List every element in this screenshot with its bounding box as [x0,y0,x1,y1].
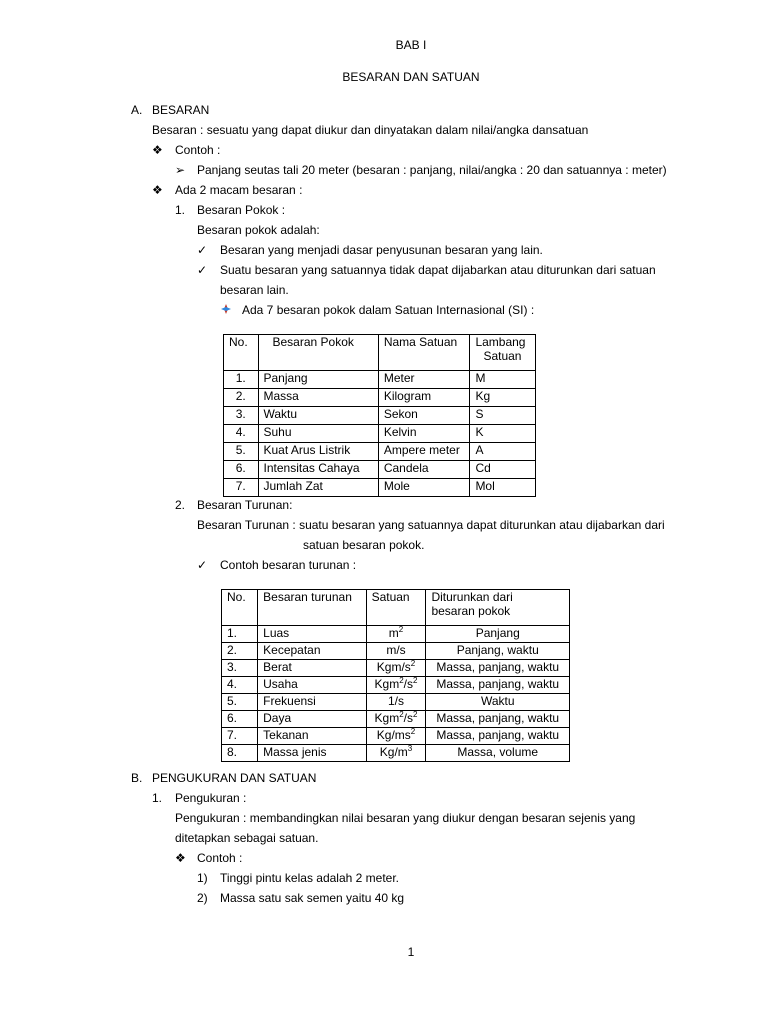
cell-lambang: Kg [470,389,536,407]
satuan-exponent: 2 [399,676,404,685]
cell-no: 6. [222,711,258,728]
pengukuran-contoh-label: Contoh : [197,851,243,865]
satuan-part: /s [403,677,414,691]
table-row [222,745,570,762]
turunan-definition-line-2: satuan besaran pokok. [303,538,425,552]
pengukuran-item-marker: 2) [197,891,208,905]
section-a-marker: A. [131,103,143,117]
pengukuran-item-marker: 1) [197,871,208,885]
cell-no: 3. [224,407,259,425]
cell-besaran: Jumlah Zat [258,479,378,497]
cell-no: 1. [224,371,259,389]
header-lambang [470,335,536,371]
pengukuran-marker: 1. [152,791,163,805]
cell-nama-satuan: Ampere meter [378,443,470,461]
satuan-part: /s [403,711,414,725]
page-number: 1 [407,945,415,959]
cell-satuan [366,694,426,711]
cell-no: 1. [222,626,258,643]
cell-diturunkan-dari: Waktu [426,694,570,711]
cell-nama-satuan: Mole [378,479,470,497]
satuan-part: Kgm [374,711,400,725]
cell-no: 7. [224,479,259,497]
satuan-part: m [388,626,399,640]
pengukuran-heading: Pengukuran : [175,791,247,805]
table-row [222,660,570,677]
cell-no: 5. [224,443,259,461]
cell-no: 6. [224,461,259,479]
cell-diturunkan-dari: Panjang [426,626,570,643]
table-row [224,389,536,407]
cell-nama-satuan: Meter [378,371,470,389]
contoh-label: Contoh : [175,143,221,157]
pokok-check-2-line-2: besaran lain. [220,283,289,297]
cell-besaran: Kuat Arus Listrik [258,443,378,461]
pokok-check-2-line-1: Suatu besaran yang satuannya tidak dapat dijabarkan atau diturunkan dari satuan [220,263,656,277]
table-row [224,407,536,425]
satuan-exponent: 2 [410,727,416,736]
cell-besaran-turunan: Luas [258,626,366,643]
section-a-heading: BESARAN [152,103,210,117]
header-lambang-line2: Satuan [483,349,522,363]
cell-besaran: Intensitas Cahaya [258,461,378,479]
satuan-exponent: 2 [413,710,418,719]
cell-no: 3. [222,660,258,677]
table-row [224,479,536,497]
cell-satuan [366,677,426,694]
section-b-marker: B. [131,771,143,785]
chapter-subtitle: BESARAN DAN SATUAN [342,70,480,84]
cell-lambang: Mol [470,479,536,497]
cell-no: 7. [222,728,258,745]
satuan-exponent: 3 [407,744,413,753]
table-row [224,371,536,389]
cell-lambang: A [470,443,536,461]
pokok-check-1: Besaran yang menjadi dasar penyusunan besaran yang lain. [220,243,543,257]
cell-besaran: Suhu [258,425,378,443]
pengukuran-item: Tinggi pintu kelas adalah 2 meter. [220,871,399,885]
cell-besaran-turunan: Tekanan [258,728,366,745]
header-besaran-turunan: Besaran turunan [258,590,366,626]
cell-diturunkan-dari: Massa, panjang, waktu [426,728,570,745]
satuan-exponent: 2 [399,710,404,719]
macam-besaran-label: Ada 2 macam besaran : [175,183,303,197]
cell-no: 2. [222,643,258,660]
cell-no: 8. [222,745,258,762]
pengukuran-item: Massa satu sak semen yaitu 40 kg [220,891,405,905]
pin-bullet-icon [220,303,232,319]
header-no: No. [224,335,259,371]
table-row [222,694,570,711]
satuan-part: Kgm [374,677,400,691]
diamond-bullet-icon: ❖ [152,143,163,157]
header-satuan: Satuan [366,590,426,626]
cell-nama-satuan: Kelvin [378,425,470,443]
diamond-bullet-icon: ❖ [175,851,186,865]
cell-satuan [366,626,426,643]
pengukuran-definition-line-1: Pengukuran : membandingkan nilai besaran yang diukur dengan besaran sejenis yang [175,811,636,825]
besaran-turunan-table [221,589,570,762]
table-row [222,626,570,643]
table-row [222,728,570,745]
pokok-marker: 1. [175,203,186,217]
besaran-definition: Besaran : sesuatu yang dapat diukur dan dinyatakan dalam nilai/angka dansatuan [152,123,589,137]
satuan-part: Kg/ms [376,728,411,742]
cell-lambang: S [470,407,536,425]
cell-satuan [366,728,426,745]
cell-nama-satuan: Candela [378,461,470,479]
cell-no: 5. [222,694,258,711]
table-header-row [222,590,570,626]
cell-diturunkan-dari: Massa, panjang, waktu [426,711,570,728]
pokok-heading: Besaran Pokok : [197,203,286,217]
cell-diturunkan-dari: Massa, panjang, waktu [426,660,570,677]
cell-satuan [366,660,426,677]
cell-besaran-turunan: Usaha [258,677,366,694]
cell-diturunkan-dari: Panjang, waktu [426,643,570,660]
header-no: No. [222,590,258,626]
cell-besaran-turunan: Frekuensi [258,694,366,711]
satuan-exponent: 2 [398,625,404,634]
cell-besaran-turunan: Berat [258,660,366,677]
cell-besaran: Massa [258,389,378,407]
cell-besaran-turunan: Daya [258,711,366,728]
besaran-pokok-table [223,334,536,497]
check-mark-icon: ✓ [197,263,208,277]
si-note: Ada 7 besaran pokok dalam Satuan Internasional (SI) : [242,303,535,317]
cell-no: 4. [222,677,258,694]
header-diturunkan-dari [426,590,570,626]
cell-lambang: K [470,425,536,443]
contoh-item: Panjang seutas tali 20 meter (besaran : panjang, nilai/angka : 20 dan satuannya : meter) [197,163,667,177]
turunan-contoh-label: Contoh besaran turunan : [220,558,357,572]
table-row [224,443,536,461]
cell-besaran: Waktu [258,407,378,425]
turunan-definition-line-1: Besaran Turunan : suatu besaran yang satuannya dapat diturunkan atau dijabarkan dari [197,518,665,532]
satuan-exponent: 2 [410,659,416,668]
turunan-marker: 2. [175,498,186,512]
cell-no: 4. [224,425,259,443]
cell-lambang: Cd [470,461,536,479]
pokok-intro: Besaran pokok adalah: [197,223,320,237]
header-lambang-line1: Lambang [475,335,526,349]
chapter-title: BAB I [395,38,427,52]
table-row [224,461,536,479]
header-nama-satuan: Nama Satuan [378,335,470,371]
satuan-part: m/s [386,643,406,657]
cell-lambang: M [470,371,536,389]
cell-nama-satuan: Sekon [378,407,470,425]
cell-besaran-turunan: Massa jenis [258,745,366,762]
arrow-bullet-icon: ➢ [175,163,186,177]
check-mark-icon: ✓ [197,243,208,257]
header-diturunkan-line1: Diturunkan dari [431,590,513,604]
table-row [222,643,570,660]
section-b-heading: PENGUKURAN DAN SATUAN [152,771,317,785]
diamond-bullet-icon: ❖ [152,183,163,197]
header-diturunkan-line2: besaran pokok [431,604,511,618]
table-row [222,711,570,728]
satuan-part: 1/s [388,694,405,708]
satuan-exponent: 2 [413,676,418,685]
cell-satuan [366,745,426,762]
header-besaran-pokok: Besaran Pokok [258,335,378,371]
cell-besaran: Panjang [258,371,378,389]
table-row [222,677,570,694]
cell-nama-satuan: Kilogram [378,389,470,407]
pengukuran-definition-line-2: ditetapkan sebagai satuan. [175,831,319,845]
satuan-part: Kgm/s [376,660,411,674]
cell-besaran-turunan: Kecepatan [258,643,366,660]
table-header-row [224,335,536,371]
cell-satuan [366,643,426,660]
satuan-part: Kg/m [379,745,408,759]
cell-no: 2. [224,389,259,407]
check-mark-icon: ✓ [197,558,208,572]
cell-satuan [366,711,426,728]
cell-diturunkan-dari: Massa, volume [426,745,570,762]
turunan-heading: Besaran Turunan: [197,498,293,512]
cell-diturunkan-dari: Massa, panjang, waktu [426,677,570,694]
table-row [224,425,536,443]
